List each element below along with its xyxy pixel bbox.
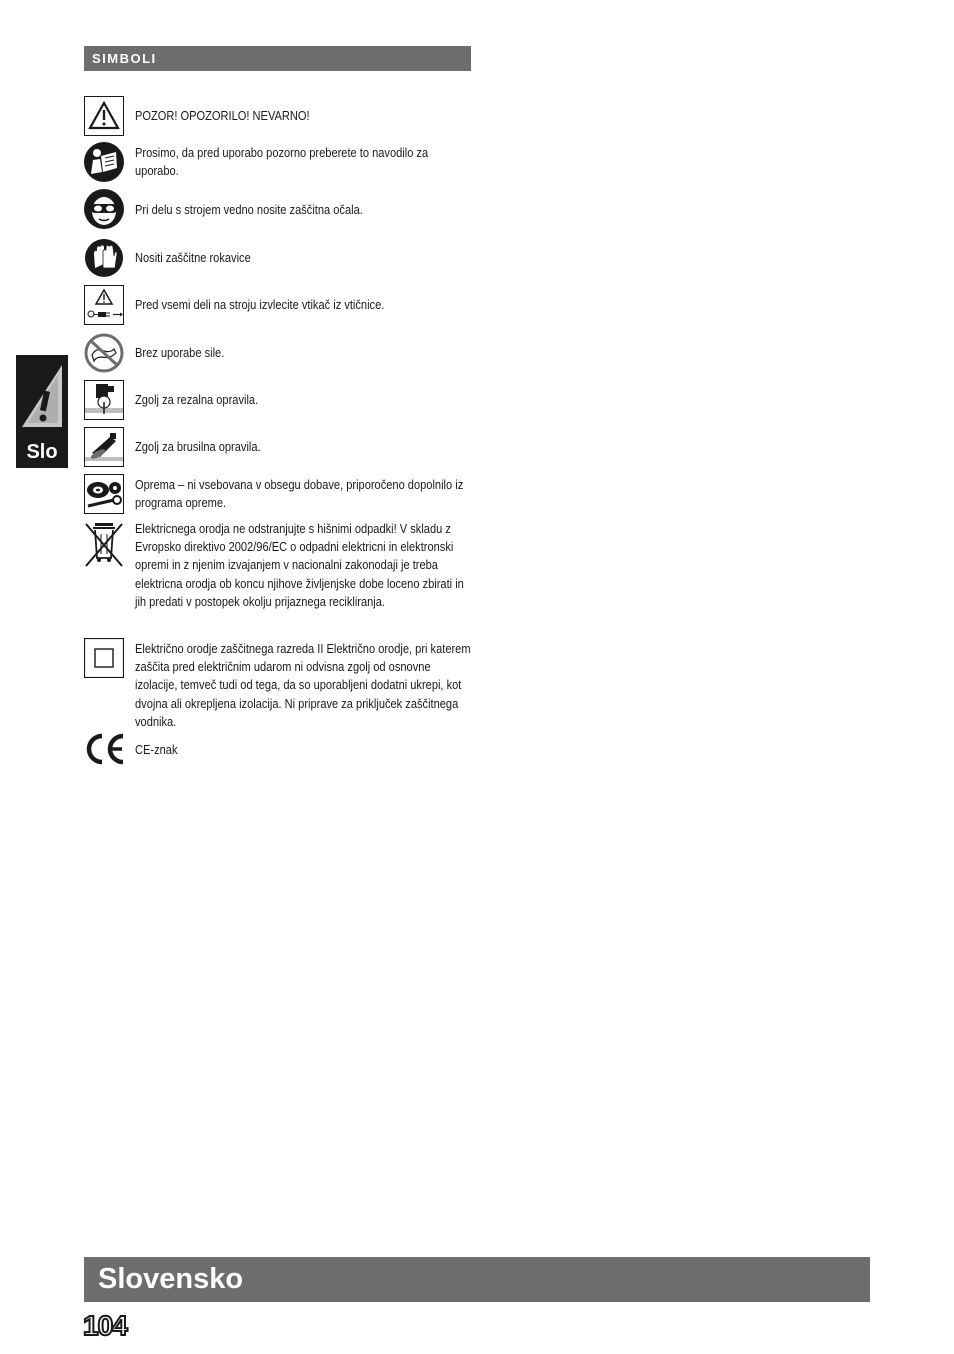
- language-tab-label: Slo: [26, 441, 58, 463]
- symbol-text: Oprema – ni vsebovana v obsegu dobave, priporočeno dopolnilo iz programa opreme.: [135, 477, 464, 511]
- unplug-warning-icon: [84, 285, 124, 325]
- warning-triangle-icon: [84, 96, 124, 136]
- symbol-text: Zgolj za brusilna opravila.: [135, 439, 261, 454]
- symbol-text: POZOR! OPOZORILO! NEVARNO!: [135, 108, 310, 123]
- symbol-text: Brez uporabe sile.: [135, 345, 225, 360]
- page-number: 104: [83, 1310, 127, 1341]
- read-manual-icon: [84, 142, 124, 182]
- no-force-icon: [84, 333, 124, 373]
- symbol-text: Nositi zaščitne rokavice: [135, 250, 251, 265]
- symbol-text: Električno orodje zaščitnega razreda II Električno orodje, pri katerem zaščita pred električnim udarom ni odvisna zgolj od osnovne izolacije, temveč tudi od tega, da so uporabljeni dodatni ukrepi, kot dvojna ali okrepljena izolacija. Ni priprave za priključek zaščitnega vodnika.: [135, 641, 471, 729]
- language-tab: [16, 355, 68, 468]
- safety-goggles-icon: [84, 189, 124, 229]
- symbol-text: Zgolj za rezalna opravila.: [135, 392, 259, 407]
- symbol-text: Pri delu s strojem vedno nosite zaščitna očala.: [135, 202, 363, 217]
- ce-mark-icon: [84, 732, 126, 766]
- accessory-icon: [84, 474, 124, 514]
- footer-language-title: Slovensko: [84, 1257, 870, 1302]
- symbol-text: Prosimo, da pred uporabo pozorno preberete to navodilo za uporabo.: [135, 145, 429, 179]
- cutting-tool-icon: [84, 380, 124, 420]
- grinding-tool-icon: [84, 427, 124, 467]
- symbol-text: CE-znak: [135, 742, 178, 757]
- warning-tab-icon: [18, 357, 66, 437]
- symbol-text: Elektricnega orodja ne odstranjujte s hišnimi odpadki! V skladu z Evropsko direktivo 2002/96/EC o odpadni elektricni in elektronski opremi in z njenim izvajanjem v nacionalni zakonodaji je treba elektricna orodja ob koncu njihove življenjske dobe loceno zbirati in jih predati v postopek okolju prijaznega recikliranja.: [135, 521, 464, 609]
- section-title: SIMBOLI: [84, 46, 471, 71]
- protective-gloves-icon: [84, 238, 124, 278]
- protection-class-ii-icon: [84, 638, 124, 678]
- weee-bin-icon: [84, 520, 124, 568]
- symbol-text: Pred vsemi deli na stroju izvlecite vtikač iz vtičnice.: [135, 297, 385, 312]
